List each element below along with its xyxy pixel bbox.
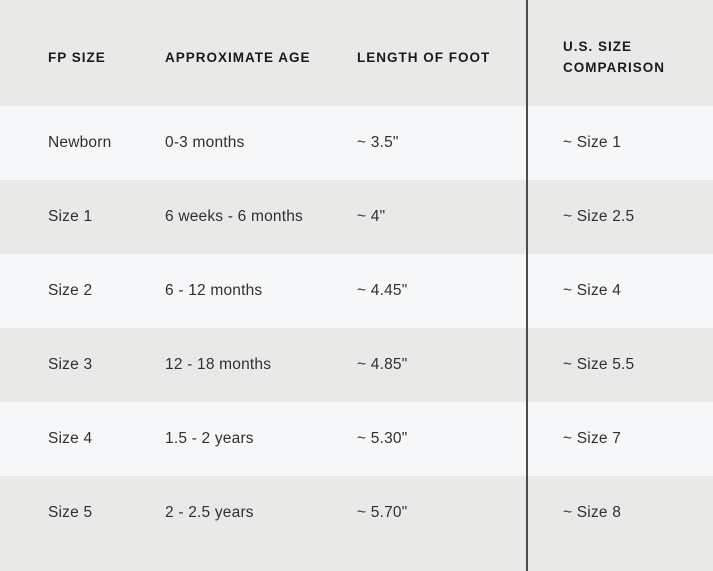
table-row-size-5 xyxy=(0,476,713,550)
cell-length-of-foot: ~ 5.70" xyxy=(357,504,408,521)
table-row-size-1 xyxy=(0,180,713,254)
cell-length-of-foot: ~ 5.30" xyxy=(357,430,408,447)
cell-approximate-age: 6 weeks - 6 months xyxy=(165,208,303,225)
cell-us-size-comparison: ~ Size 5.5 xyxy=(563,356,635,373)
cell-length-of-foot: ~ 4.45" xyxy=(357,282,408,299)
cell-length-of-foot: ~ 3.5" xyxy=(357,134,399,151)
cell-us-size-comparison: ~ Size 4 xyxy=(563,282,622,299)
cell-approximate-age: 2 - 2.5 years xyxy=(165,504,254,521)
cell-us-size-comparison: ~ Size 7 xyxy=(563,430,622,447)
table-header-row xyxy=(0,0,713,106)
cell-fp-size: Size 1 xyxy=(48,208,93,225)
table-row-size-2 xyxy=(0,254,713,328)
cell-us-size-comparison: ~ Size 2.5 xyxy=(563,208,635,225)
column-header-approximate-age: APPROXIMATE AGE xyxy=(165,49,311,65)
table-row-newborn xyxy=(0,106,713,180)
cell-fp-size: Size 2 xyxy=(48,282,93,299)
column-header-length-of-foot: LENGTH OF FOOT xyxy=(357,49,491,65)
cell-length-of-foot: ~ 4.85" xyxy=(357,356,408,373)
column-divider-line xyxy=(526,0,528,571)
cell-approximate-age: 6 - 12 months xyxy=(165,282,263,299)
cell-fp-size: Newborn xyxy=(48,134,112,151)
cell-fp-size: Size 5 xyxy=(48,504,93,521)
cell-approximate-age: 12 - 18 months xyxy=(165,356,272,373)
column-header-fp-size: FP SIZE xyxy=(48,49,106,65)
column-header-us-size-comparison: U.S. SIZE COMPARISON xyxy=(563,39,666,75)
cell-approximate-age: 1.5 - 2 years xyxy=(165,430,254,447)
cell-length-of-foot: ~ 4" xyxy=(357,208,386,225)
cell-fp-size: Size 3 xyxy=(48,356,93,373)
table-row-size-4 xyxy=(0,402,713,476)
cell-us-size-comparison: ~ Size 8 xyxy=(563,504,622,521)
cell-fp-size: Size 4 xyxy=(48,430,93,447)
cell-approximate-age: 0-3 months xyxy=(165,134,245,151)
cell-us-size-comparison: ~ Size 1 xyxy=(563,134,622,151)
table-row-size-3 xyxy=(0,328,713,402)
